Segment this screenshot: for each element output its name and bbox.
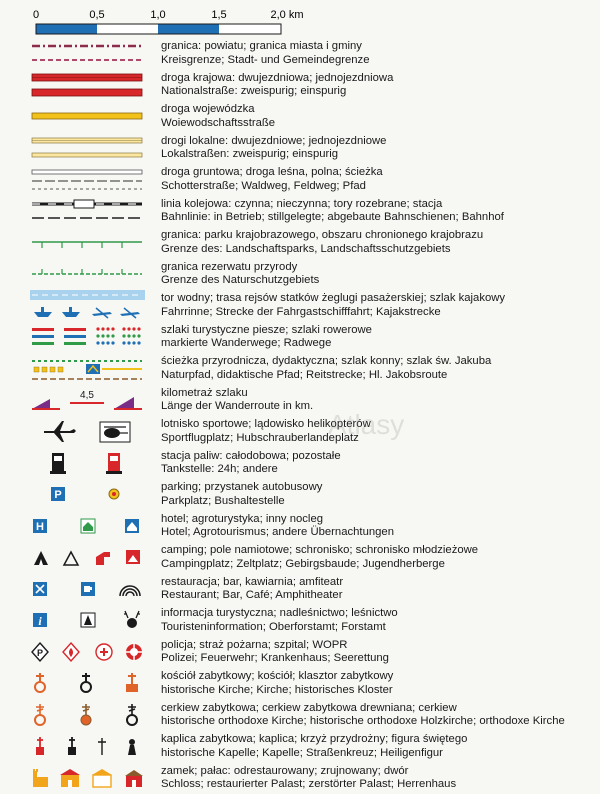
fuel-pump-icon-red (106, 453, 122, 474)
legend-row-parking (0, 479, 600, 511)
forest-inspectorate-icon (81, 613, 95, 627)
waterway-symbol (30, 290, 145, 321)
legend-text-de: Polizei; Feuerwehr; Krankenhaus; Seerettung (161, 652, 597, 666)
police-symbol (30, 637, 145, 668)
legend-row-hotel (0, 511, 600, 543)
church-icon (81, 673, 91, 692)
amphitheater-icon (120, 586, 140, 596)
legend-row-voivodeship-road (0, 101, 600, 133)
cafe-icon (81, 582, 95, 596)
legend-text-pl: kościół zabytkowy; kościół; klasztor zabytkowy (161, 670, 597, 684)
scale-tick-4: 2,0 km (270, 9, 303, 21)
legend-text-pl: szlaki turystyczne piesze; szlaki rowerowe (161, 324, 597, 338)
legend-text-pl: hotel; agroturystyka; inny nocleg (161, 513, 597, 527)
hotel-symbol (30, 511, 145, 542)
church-symbol (30, 668, 145, 699)
legend-text-de: Hotel; Agrotourismus; andere Übernachtungen (161, 526, 597, 540)
legend-row-fuel (0, 448, 600, 480)
historic-church-icon (35, 673, 45, 692)
boundary-symbol (30, 38, 145, 69)
historic-chapel-icon (36, 737, 44, 755)
legend-row-national-road (0, 70, 600, 102)
legend-text-pl: ścieżka przyrodnicza, dydaktyczna; szlak konny; szlak św. Jakuba (161, 355, 597, 369)
svg-text:P: P (37, 648, 43, 658)
legend-text-pl: drogi lokalne: dwujezdniowe; jednojezdniowe (161, 135, 597, 149)
legend-text-pl: zamek; pałac: odrestaurowany; zrujnowany; dwór (161, 765, 597, 779)
legend-text-pl: kilometraż szlaku (161, 387, 597, 401)
trail-km-label: 4,5 (80, 390, 94, 401)
svg-text:Atlasy: Atlasy (328, 409, 404, 440)
legend-text-pl: droga krajowa: dwujezdniowa; jednojezdniowa (161, 72, 597, 86)
legend-text-pl: tor wodny; trasa rejsów statków żeglugi pasażerskiej; szlak kajakowy (161, 292, 597, 306)
fire-station-icon (63, 643, 79, 661)
chapel-icon (68, 737, 76, 755)
wooden-orthodox-church-icon (81, 704, 91, 725)
kayak-icon (92, 308, 140, 318)
parking-symbol (30, 479, 145, 510)
local-road-symbol (30, 133, 145, 164)
legend-text-de: Fahrrinne; Strecke der Fahrgastschifffahrt; Kajakstrecke (161, 306, 597, 320)
legend-text-pl: granica: parku krajobrazowego, obszaru chronionego krajobrazu (161, 229, 597, 243)
deer-icon (124, 611, 140, 628)
historic-monastery-icon (126, 673, 138, 692)
legend-row-reserve-boundary (0, 259, 600, 291)
svg-text:P: P (54, 489, 61, 501)
legend-text-de: Sportflugplatz; Hubschrauberlandeplatz (161, 432, 597, 446)
legend-row-nature-path (0, 353, 600, 385)
trail-km-symbol (30, 385, 145, 416)
legend-text-pl: restauracja; bar, kawiarnia; amfiteatr (161, 576, 597, 590)
legend-row-railway (0, 196, 600, 228)
boat-icon (34, 307, 80, 317)
fuel-pump-icon (50, 453, 66, 474)
legend-text-de: Schotterstraße; Waldweg, Feldweg; Pfad (161, 180, 597, 194)
legend-text-de: Nationalstraße: zweispurig; einspurig (161, 85, 597, 99)
legend-text-de: Tankstelle: 24h; andere (161, 463, 597, 477)
legend-text-pl: cerkiew zabytkowa; cerkiew zabytkowa drewniana; cerkiew (161, 702, 597, 716)
castle-symbol (30, 763, 145, 794)
scale-tick-2: 1,0 (150, 9, 165, 21)
legend-text-pl: informacja turystyczna; nadleśnictwo; leśnictwo (161, 607, 597, 621)
legend-text-de: Lokalstraßen: zweispurig; einspurig (161, 148, 597, 162)
tourist-info-icon (33, 613, 47, 628)
police-icon (32, 643, 48, 661)
restaurant-symbol (30, 574, 145, 605)
saint-figure-icon (128, 739, 136, 755)
camping-symbol (30, 542, 145, 573)
legend-row-dirt-road (0, 164, 600, 196)
legend-text-de: Woiewodschaftsstraße (161, 117, 597, 131)
chapel-symbol (30, 731, 145, 762)
legend-text-de: Kreisgrenze; Stadt- und Gemeindegrenze (161, 54, 597, 68)
legend-text-pl: parking; przystanek autobusowy (161, 481, 597, 495)
legend-row-church (0, 668, 600, 700)
legend-text-de: historische orthodoxe Kirche; historische orthodoxe Holzkirche; orthodoxe Kirche (161, 715, 597, 729)
lodging-icon (125, 519, 139, 533)
tent-icon (64, 552, 78, 565)
scale-tick-0: 0 (33, 9, 39, 21)
info-symbol (30, 605, 145, 636)
bus-stop-icon (109, 489, 119, 499)
parking-icon (51, 487, 65, 501)
reserve-boundary-symbol (30, 259, 145, 290)
legend-text-pl: droga wojewódzka (161, 103, 597, 117)
legend-row-castle (0, 763, 600, 794)
legend-row-camping (0, 542, 600, 574)
legend-row-restaurant (0, 574, 600, 606)
legend-text-de: Touristeninformation; Oberforstamt; Forstamt (161, 621, 597, 635)
lifeguard-icon (126, 644, 142, 660)
legend-text-pl: lotnisko sportowe; lądowisko helikopterów (161, 418, 597, 432)
legend-text-pl: granica rezerwatu przyrody (161, 261, 597, 275)
hospital-icon (96, 644, 112, 660)
airplane-icon (44, 421, 76, 442)
restaurant-icon (33, 582, 47, 596)
voivodeship-road-symbol (30, 101, 145, 132)
legend-text-pl: granica: powiatu; granica miasta i gminy (161, 40, 597, 54)
legend-row-trail-km (0, 385, 600, 417)
legend-text-pl: kaplica zabytkowa; kaplica; krzyż przydrożny; figura świętego (161, 733, 597, 747)
legend-row-airfield (0, 416, 600, 448)
legend-text-pl: linia kolejowa: czynna; nieczynna; tory rozebrane; stacja (161, 198, 597, 212)
legend-row-boundary (0, 38, 600, 70)
castle-icon (33, 769, 48, 787)
svg-text:H: H (36, 521, 44, 533)
legend-row-trails (0, 322, 600, 354)
legend-text-de: historische Kapelle; Kapelle; Straßenkreuz; Heiligenfigur (161, 747, 597, 761)
agrotourism-icon (81, 519, 95, 533)
scale-bar (0, 0, 600, 40)
airfield-symbol (30, 416, 145, 447)
nature-path-symbol (30, 353, 145, 384)
legend-text-de: Schloss; restaurierter Palast; zerstörter Palast; Herrenhaus (161, 778, 597, 792)
scale-tick-1: 0,5 (89, 9, 104, 21)
legend-text-pl: stacja paliw: całodobowa; pozostałe (161, 450, 597, 464)
legend-text-pl: droga gruntowa; droga leśna, polna; ścieżka (161, 166, 597, 180)
legend-text-de: markierte Wanderwege; Radwege (161, 337, 597, 351)
campsite-icon (34, 551, 48, 565)
trails-symbol (30, 322, 145, 353)
youth-hostel-icon (126, 550, 140, 564)
legend-text-de: Campingplatz; Zeltplatz; Gebirgsbaude; Jugendherberge (161, 558, 597, 572)
legend-text-pl: policja; straż pożarna; szpital; WOPR (161, 639, 597, 653)
legend-text-de: Parkplatz; Bushaltestelle (161, 495, 597, 509)
legend-text-de: Grenze des: Landschaftsparks, Landschaftsschutzgebiets (161, 243, 597, 257)
helicopter-icon (100, 422, 130, 442)
dirt-road-symbol (30, 164, 145, 195)
mountain-hut-icon (96, 552, 110, 565)
svg-text:i: i (38, 614, 42, 628)
ruined-palace-icon (92, 769, 112, 787)
legend-text-de: Länge der Wanderroute in km. (161, 400, 597, 414)
legend-text-de: Bahnlinie: in Betrieb; stillgelegte; abgebaute Bahnschienen; Bahnhof (161, 211, 597, 225)
scale-bar-graphic (0, 0, 600, 40)
legend-text-de: historische Kirche; Kirche; historisches Kloster (161, 684, 597, 698)
legend-row-orthodox (0, 700, 600, 732)
park-boundary-symbol (30, 227, 145, 258)
legend-text-de: Grenze des Naturschutzgebiets (161, 274, 597, 288)
legend-text-pl: camping; pole namiotowe; schronisko; schronisko młodzieżowe (161, 544, 597, 558)
manor-house-icon (125, 770, 143, 787)
restored-palace-icon (60, 769, 80, 787)
legend-row-park-boundary (0, 227, 600, 259)
orthodox-church-icon (127, 704, 137, 725)
railway-symbol (30, 196, 145, 227)
legend-row-local-road (0, 133, 600, 165)
legend-row-waterway (0, 290, 600, 322)
legend-text-de: Restaurant; Bar, Café; Amphitheater (161, 589, 597, 603)
historic-orthodox-church-icon (35, 704, 45, 725)
national-road-symbol (30, 70, 145, 101)
fuel-symbol (30, 448, 145, 479)
orthodox-symbol (30, 700, 145, 731)
hotel-icon (33, 519, 47, 533)
scale-tick-3: 1,5 (211, 9, 226, 21)
wayside-cross-icon (98, 738, 106, 755)
legend-row-police (0, 637, 600, 669)
map-legend (0, 38, 600, 794)
legend-text-de: Naturpfad, didaktische Pfad; Reitstrecke; Hl. Jakobsroute (161, 369, 597, 383)
legend-row-chapel (0, 731, 600, 763)
legend-row-info (0, 605, 600, 637)
